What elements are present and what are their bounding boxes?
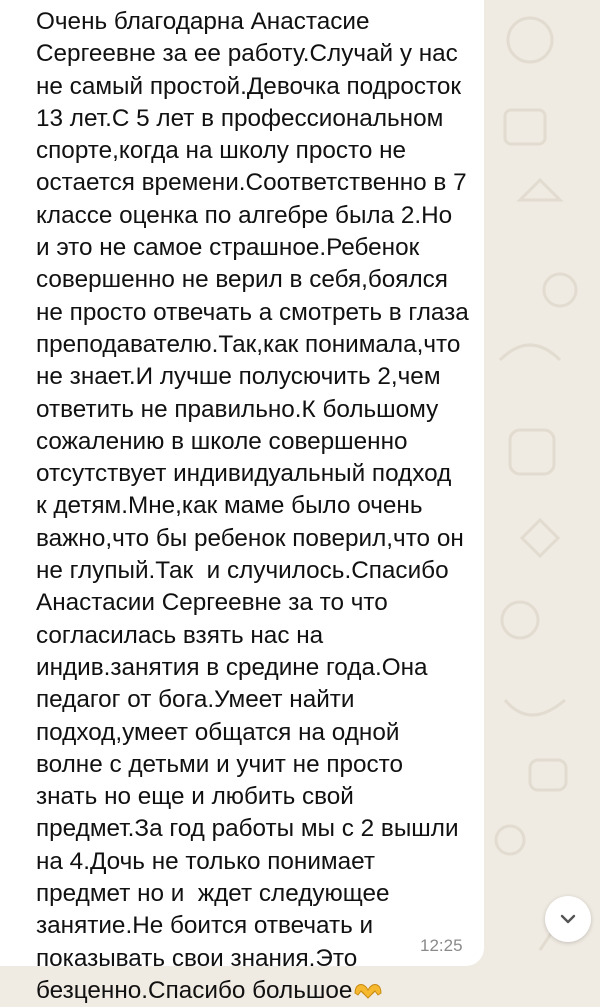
scroll-to-bottom-button[interactable] <box>545 896 591 942</box>
message-line: 13 лет.С 5 лет в профессиональном <box>36 104 444 132</box>
message-line: предмет.За год работы мы с 2 вышли <box>36 815 459 843</box>
message-text <box>36 6 476 1007</box>
message-line: и это не самое страшное.Ребенок <box>36 234 420 262</box>
message-line: показывать свои знания.Это <box>36 944 358 972</box>
message-line: волне с детьми и учит не просто <box>36 750 404 778</box>
message-time: 12:25 <box>420 936 463 955</box>
message-line: классе оценка по алгебре была 2.Но <box>36 201 453 229</box>
message-line: к детям.Мне,как маме было очень <box>36 492 423 520</box>
message-line: преподавателю.Так,как понимала,что <box>36 330 461 358</box>
message-line: спорте,когда на школу просто не <box>36 137 407 165</box>
message-line: сожалению в школе совершенно <box>36 427 408 455</box>
message-line: предмет но и ждет следующее <box>36 880 390 908</box>
message-line: Анастасии Сергеевне за то что <box>36 589 388 617</box>
message-line: не глупый.Так и случилось.Спасибо <box>36 557 449 585</box>
message-line: отсутствует индивидуальный подход <box>36 460 452 488</box>
message-line: совершенно не верил в себя,боялся <box>36 266 448 294</box>
message-line: безценно.Спасибо большое <box>36 976 353 1004</box>
message-line: на 4.Дочь не только понимает <box>36 847 375 875</box>
message-line: не знает.И лучше полусючить 2,чем <box>36 363 441 391</box>
message-line: остается времени.Соответственно в 7 <box>36 169 467 197</box>
message-line: важно,что бы ребенок поверил,что он <box>36 524 464 552</box>
chevron-down-icon <box>558 909 578 929</box>
message-line: Сергеевне за ее работу.Случай у нас <box>36 40 458 68</box>
message-line: подход,умеет общатся на одной <box>36 718 400 746</box>
heart-hands-emoji <box>353 979 383 1001</box>
message-line: педагог от бога.Умеет найти <box>36 686 355 714</box>
message-line: Очень благодарна Анастасие <box>36 8 370 35</box>
message-line: знать но еще и любить свой <box>36 783 354 811</box>
message-line: занятие.Не боится отвечать и <box>36 912 374 940</box>
message-line: согласилась взять нас на <box>36 621 324 649</box>
message-line: не самый простой.Девочка подросток <box>36 72 462 100</box>
message-line: индив.занятия в средине года.Она <box>36 653 428 681</box>
message-line: ответить не правильно.К большому <box>36 395 439 423</box>
message-line: не просто отвечать а смотреть в глаза <box>36 298 469 326</box>
